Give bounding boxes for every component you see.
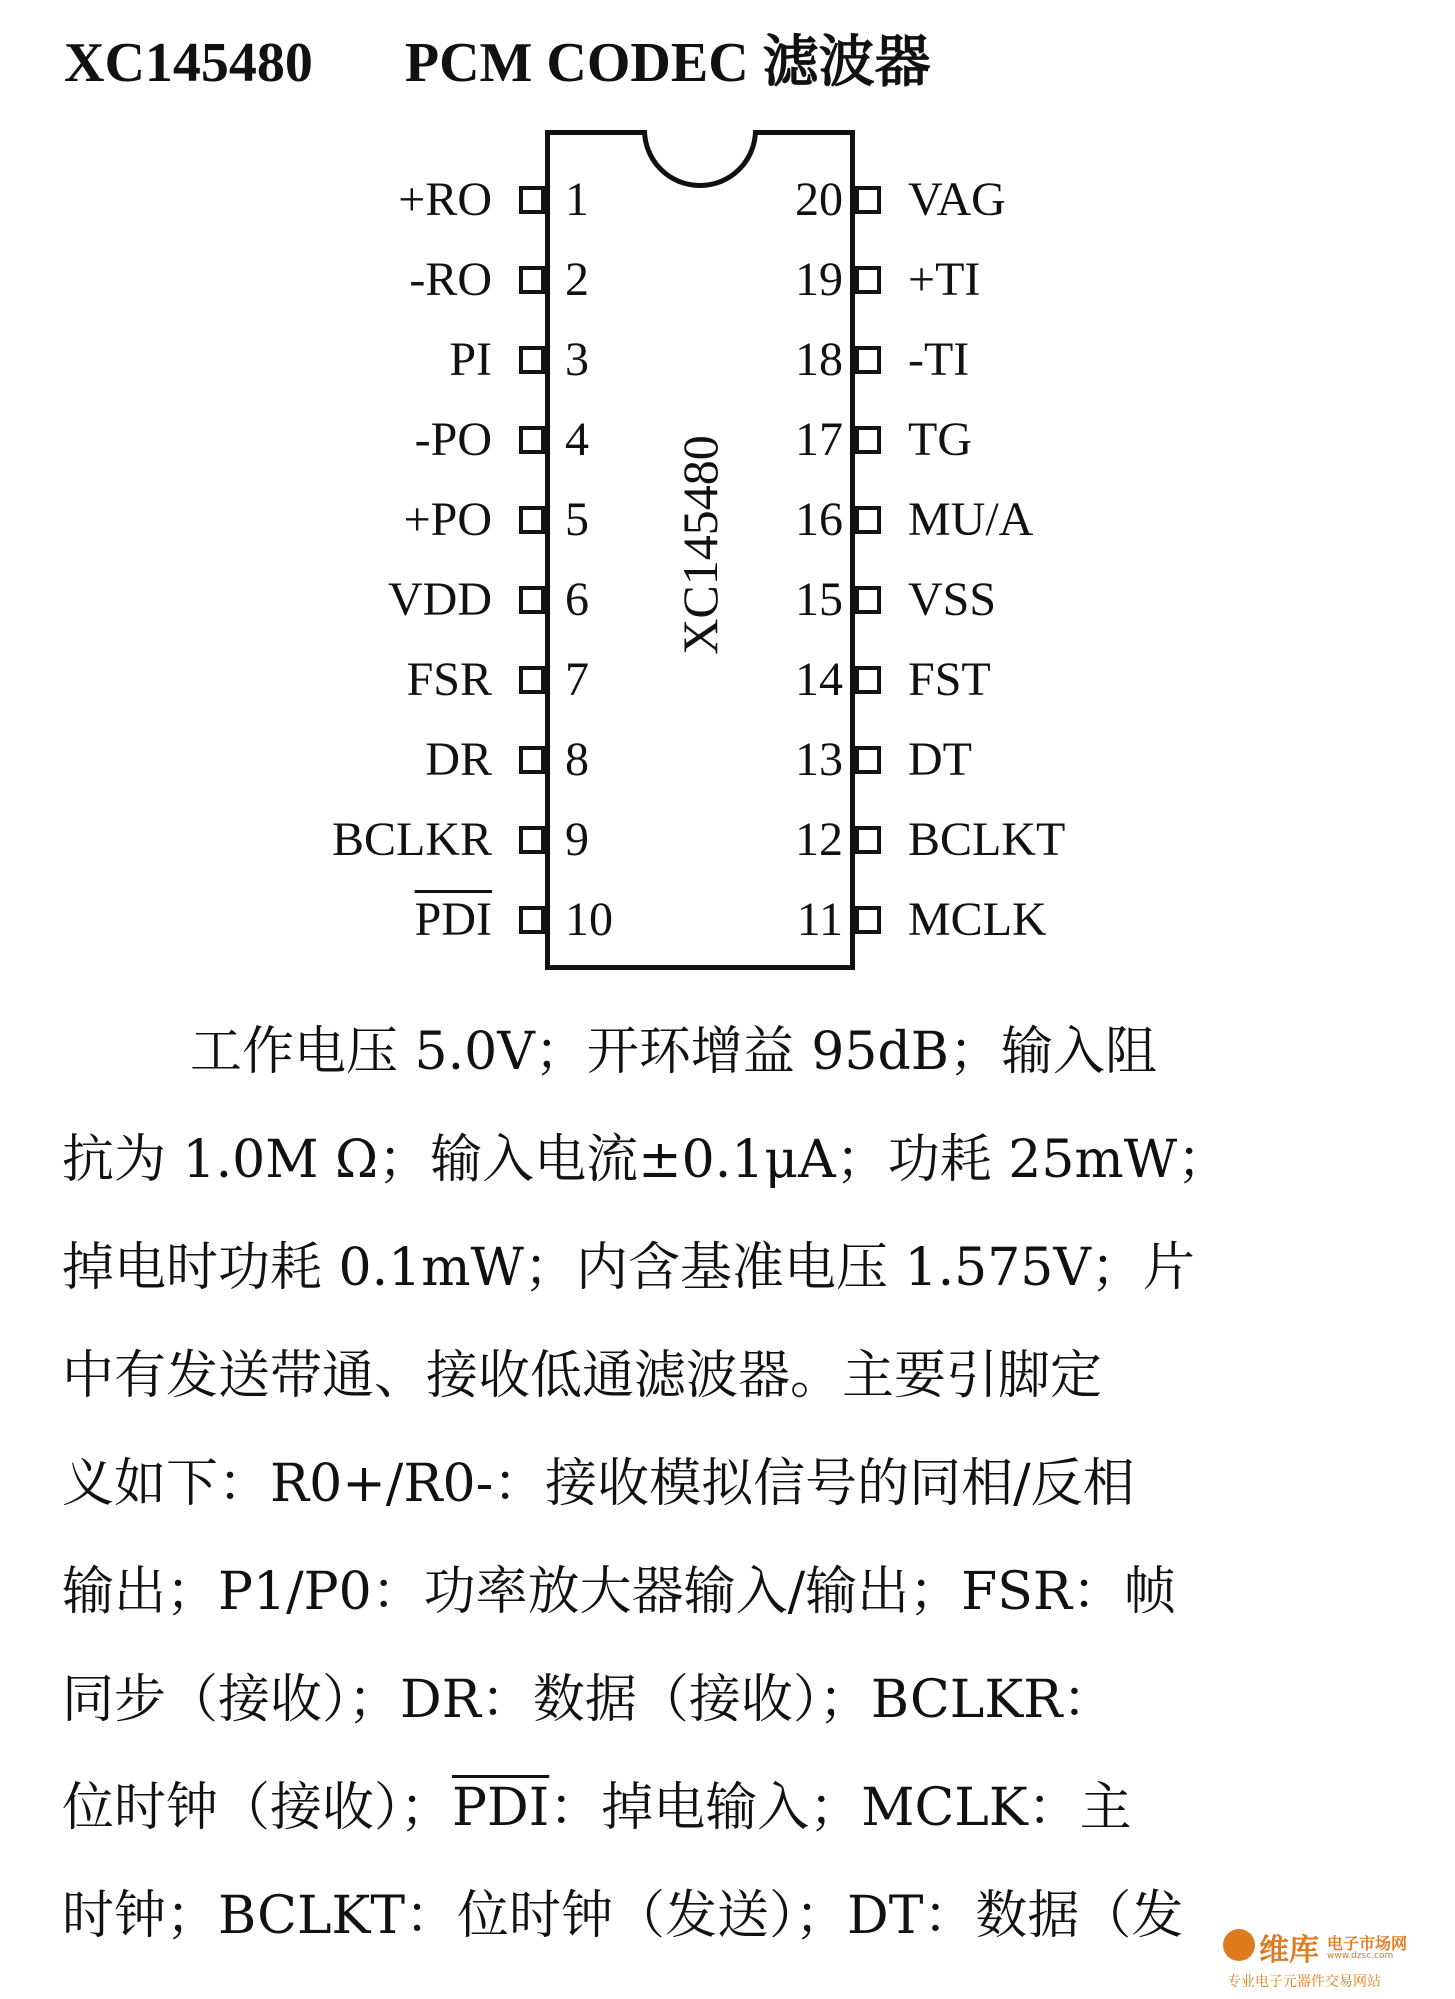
pin-number: 2 — [565, 253, 589, 306]
pin-number: 15 — [795, 573, 843, 626]
pin-name: DR — [425, 733, 492, 786]
description-line: 位时钟（接收）；$\overline{PDI}$：掉电输入；MCLK：主 — [62, 1778, 1132, 1838]
title-part-number: XC145480 — [64, 32, 313, 94]
pin-name: PI — [449, 333, 492, 386]
description-line: 时钟；BCLKT：位时钟（发送）；DT：数据（发 — [62, 1886, 1184, 1946]
pin-name: FSR — [406, 653, 492, 706]
pin-name: $\overline{PDI}$ — [414, 893, 492, 946]
pin-number: 11 — [796, 893, 843, 946]
pin-pad — [519, 826, 545, 854]
pin-row — [0, 890, 613, 950]
pin-number: 20 — [795, 173, 843, 226]
pin-name: -RO — [409, 253, 492, 306]
pdi-overline-text: $\overline{PDI}$ — [452, 1778, 550, 1838]
pin-number: 7 — [565, 653, 589, 706]
pin-name: VAG — [908, 173, 1006, 226]
pin-pad — [519, 186, 545, 214]
description-paragraph — [62, 998, 1362, 1970]
watermark-url: www.dzsc.com — [1327, 1951, 1394, 1961]
pin-row — [795, 490, 1455, 550]
pin-pad — [855, 266, 881, 294]
pin-name: -TI — [908, 333, 970, 386]
pin-row — [0, 250, 589, 310]
pin-row — [795, 730, 1455, 790]
pin-name: MCLK — [908, 893, 1047, 946]
pin-number: 17 — [795, 413, 843, 466]
pin-pad — [855, 426, 881, 454]
pin-pad — [855, 506, 881, 534]
pin-pad — [855, 346, 881, 374]
pin-number: 5 — [565, 493, 589, 546]
pin-name: DT — [908, 733, 972, 786]
description-line: 输出；P1/P0：功率放大器输入/输出；FSR：帧 — [62, 1562, 1177, 1622]
pin-number: 18 — [795, 333, 843, 386]
pin-row — [0, 410, 589, 470]
pin-name: TG — [908, 413, 972, 466]
pin-number: 4 — [565, 413, 589, 466]
pin-row — [795, 650, 1455, 710]
watermark-site: 电子市场网 — [1327, 1934, 1408, 1953]
pin-name: +RO — [398, 173, 492, 226]
pin-row — [0, 730, 589, 790]
watermark-tagline: 专业电子元器件交易网站 — [1227, 1974, 1381, 1990]
title-type: PCM CODEC — [404, 32, 749, 94]
title-type-cn: 滤波器 — [762, 30, 931, 95]
pin-name: BCLKT — [908, 813, 1066, 866]
pin-name: VSS — [908, 573, 997, 626]
pin-name: +PO — [403, 493, 492, 546]
description-line: 抗为 1.0M Ω；输入电流±0.1μA；功耗 25mW； — [62, 1130, 1230, 1190]
pin-number: 10 — [565, 893, 613, 946]
pin-row — [795, 250, 1455, 310]
site-watermark — [1223, 1925, 1433, 1993]
pin-pad — [519, 746, 545, 774]
description-line: 同步（接收）；DR：数据（接收）；BCLKR： — [62, 1670, 1115, 1730]
pin-pad — [519, 906, 545, 934]
pin-row — [795, 170, 1455, 230]
pin-pad — [519, 346, 545, 374]
pin-row — [795, 570, 1455, 630]
pin-number: 13 — [795, 733, 843, 786]
pin-pad — [855, 586, 881, 614]
pin-row — [795, 810, 1455, 870]
pin-number: 6 — [565, 573, 589, 626]
pin-number: 8 — [565, 733, 589, 786]
pin-pad — [855, 666, 881, 694]
pin-pad — [855, 746, 881, 774]
pin-row — [0, 330, 589, 390]
pin-number: 9 — [565, 813, 589, 866]
chip-label: XC145480 — [672, 435, 728, 655]
pin-name: VDD — [388, 573, 492, 626]
description-line: 中有发送带通、接收低通滤波器。主要引脚定 — [62, 1346, 1103, 1406]
pin-row — [0, 570, 589, 630]
description-line: 义如下：R0+/R0-：接收模拟信号的同相/反相 — [62, 1454, 1135, 1514]
pin-number: 16 — [795, 493, 843, 546]
pin-row — [0, 490, 589, 550]
pin-pad — [519, 266, 545, 294]
brand-logo-icon — [1223, 1929, 1255, 1961]
pin-row — [796, 890, 1455, 950]
pin-pad — [519, 666, 545, 694]
watermark-brand: 维库 — [1259, 1933, 1319, 1968]
pin-pad — [519, 426, 545, 454]
pin-name: MU/A — [908, 493, 1034, 546]
pin-number: 14 — [795, 653, 843, 706]
pin-pad — [855, 906, 881, 934]
pin-name: +TI — [908, 253, 981, 306]
pin-name: -PO — [414, 413, 492, 466]
pin-pad — [855, 186, 881, 214]
pin-pad — [855, 826, 881, 854]
pin-number: 3 — [565, 333, 589, 386]
pin-number: 12 — [795, 813, 843, 866]
pin-row — [0, 810, 589, 870]
pin-name: BCLKR — [331, 813, 492, 866]
pin-name: FST — [908, 653, 991, 706]
pin-number: 19 — [795, 253, 843, 306]
pin-row — [795, 330, 1455, 390]
pin-row — [0, 650, 589, 710]
pin-pad — [519, 586, 545, 614]
description-line: 工作电压 5.0V；开环增益 95dB；输入阻 — [190, 1022, 1157, 1082]
description-line: 掉电时功耗 0.1mW；内含基准电压 1.575V；片 — [62, 1238, 1195, 1298]
pin-row — [795, 410, 1455, 470]
pin-pad — [519, 506, 545, 534]
pin-row — [0, 170, 589, 230]
pin-number: 1 — [565, 173, 589, 226]
